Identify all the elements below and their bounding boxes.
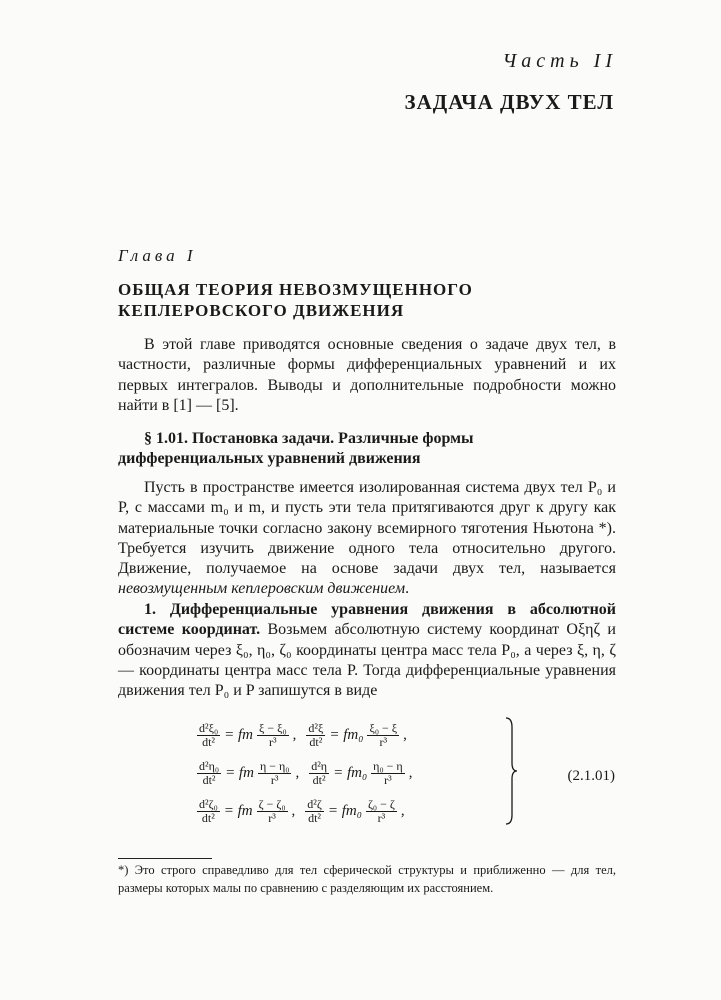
- eq-rhs2-den: r³: [384, 772, 392, 787]
- eq-rhs1-pre: = fm: [224, 726, 254, 743]
- eq-rhs1-num: ζ − ζ₀: [258, 796, 286, 811]
- eq-rhs1-num: η − η₀: [259, 758, 290, 773]
- paragraph-problem: [118, 478, 616, 600]
- eq-lhs2-num: d²ξ: [308, 720, 324, 735]
- eq-lhs2-den: dt²: [312, 772, 326, 787]
- intro-paragraph: В этой главе приводятся основные сведения о задаче двух тел, в частности, различные формы дифференциальных уравнений и их первых интегралов. Выводы и дополнительные подробности можно найти в [1] — [5].: [118, 336, 616, 414]
- eq-lhs1-den: dt²: [201, 810, 215, 825]
- paragraph-problem-text: Пусть в пространстве имеется изолированная система двух тел P₀ и P, с массами m₀ и m, и пусть эти тела притягиваются друг к другу как материальные точки согласно закону всемирного тяготения Ньютона *). Требуется изучить движение одного тела относительно другого. Движение, получаемое на основе задачи двух тел, называется: [118, 479, 616, 578]
- eq-rhs1-pre: = fm: [225, 764, 254, 781]
- chapter-title: [118, 279, 598, 321]
- eq-rhs2-den: r³: [377, 810, 386, 825]
- eq-lhs1-num: d²ξ₀: [199, 720, 219, 735]
- eq-lhs2-den: dt²: [309, 734, 323, 749]
- section-heading-line2: дифференциальных уравнений движения: [118, 450, 421, 467]
- eq-lhs1-den: dt²: [202, 734, 216, 749]
- equation-number: (2.1.01): [567, 768, 615, 784]
- eq-lhs2-num: d²η: [311, 758, 328, 773]
- eq-rhs2-pre: = fm₀: [327, 802, 362, 819]
- eq-rhs1-pre: = fm: [223, 802, 253, 819]
- footnote: *) Это строго справедливо для тел сферической структуры и приближенно — для тел, размеры которых малы по сравнению с разделяющим их расстоянием.: [118, 863, 616, 895]
- eq-lhs2-den: dt²: [308, 810, 322, 825]
- paragraph-problem-end: .: [405, 580, 410, 598]
- eq-lhs2-num: d²ζ: [307, 796, 322, 811]
- eq-rhs1-den: r³: [269, 734, 277, 749]
- eq-rhs1-den: r³: [268, 810, 276, 825]
- eq-rhs2-num: ζ₀ − ζ: [367, 796, 395, 811]
- equation-row: $\frac{\text{d²η₀}}{\text{dt²}}$ = fm $\frac{\text{η − η₀}}{\text{r³}}$ , $\frac{\text{d²η}}{\text{dt²}}$ = fm₀ $\frac{\text{η₀ − η}}{\text{r³}}$ ,: [199, 758, 413, 787]
- part-label: Часть II: [502, 50, 617, 72]
- eq-lhs1-den: dt²: [202, 772, 216, 787]
- chapter-label: Глава I: [118, 246, 197, 265]
- eq-rhs2-num: η₀ − η: [373, 758, 403, 773]
- part-title: ЗАДАЧА ДВУХ ТЕЛ: [404, 90, 614, 114]
- eq-rhs2-den: r³: [379, 734, 388, 749]
- equation-row: $\frac{\text{d²ζ₀}}{\text{dt²}}$ = fm $\frac{\text{ζ − ζ₀}}{\text{r³}}$ , $\frac{\text{d²ζ}}{\text{dt²}}$ = fm₀ $\frac{\text{ζ₀ − ζ}}{\text{r³}}$ ,: [199, 796, 405, 825]
- eq-rhs1-den: r³: [270, 772, 279, 787]
- section-heading: [118, 429, 616, 469]
- eq-rhs2-pre: = fm₀: [333, 764, 368, 781]
- equation-row: $\frac{\text{d²ξ₀}}{\text{dt²}}$ = fm $\frac{\text{ξ − ξ₀}}{\text{r³}}$ , $\frac{\text{d²ξ}}{\text{dt²}}$ = fm₀ $\frac{\text{ξ₀ − ξ}}{\text{r³}}$ ,: [199, 720, 407, 749]
- eq-lhs1-num: d²ζ₀: [199, 796, 218, 811]
- equation-system: [195, 715, 615, 830]
- footnote-divider: [118, 858, 212, 859]
- chapter-title-line2: КЕПЛЕРОВСКОГО ДВИЖЕНИЯ: [118, 301, 405, 320]
- subsection-heading: 1. Дифференциальные уравнения движения в абсолютной системе координат.: [118, 601, 616, 639]
- paragraph-equations-intro: [118, 600, 616, 701]
- eq-lhs1-num: d²η₀: [199, 758, 220, 773]
- eq-rhs2-num: ξ₀ − ξ: [369, 720, 398, 735]
- term-unperturbed-motion: невозмущенным кеплеровским движением: [118, 580, 406, 598]
- eq-rhs1-num: ξ − ξ₀: [259, 720, 287, 735]
- eq-rhs2-pre: = fm₀: [329, 726, 364, 743]
- right-brace: [505, 717, 517, 825]
- chapter-title-line1: ОБЩАЯ ТЕОРИЯ НЕВОЗМУЩЕННОГО: [118, 280, 473, 299]
- paragraph-equations-text: Возьмем абсолютную систему координат Oξηζ и обозначим через ξ₀, η₀, ζ₀ координаты центра масс тела P₀, а через ξ, η, ζ — координаты центра масс тела P. Тогда дифференциальные уравнения движения тел P₀ и P запишутся в виде: [118, 621, 616, 700]
- section-heading-line1: § 1.01. Постановка задачи. Различные формы: [144, 430, 474, 447]
